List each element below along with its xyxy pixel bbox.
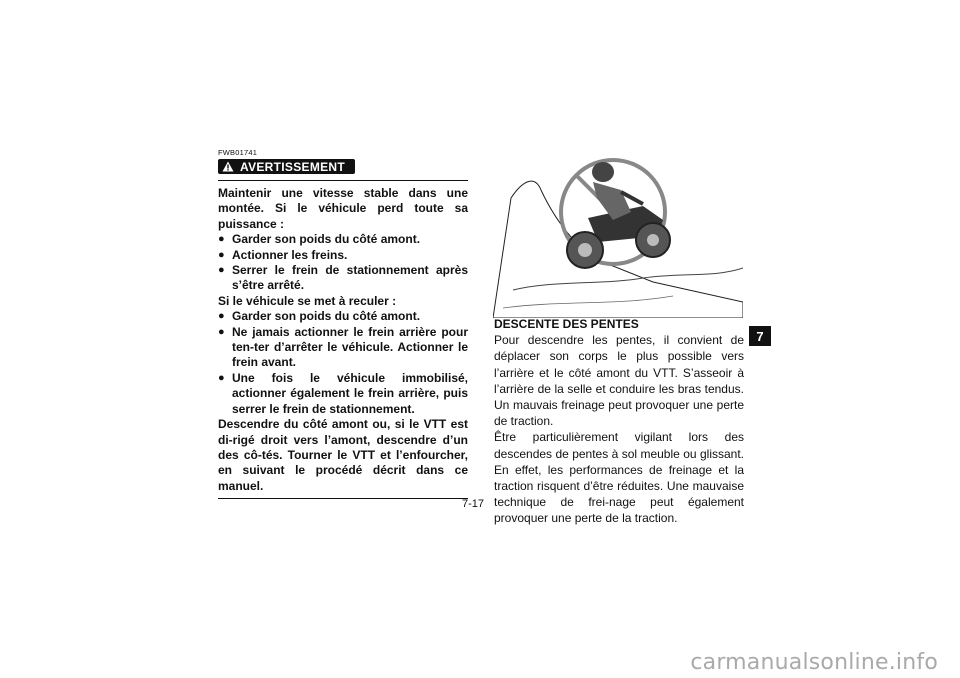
page-number: 7-17 [462,498,485,510]
warning-intro-2: Si le véhicule se met à reculer : [218,293,397,308]
warning-badge [218,159,355,174]
section-heading: DESCENTE DES PENTES [494,317,639,331]
bullet-icon: ● [218,248,225,261]
section-paragraph-1: Pour descendre les pentes, il convient de déplacer son corps le plus possible vers l’arrière et le côté amont du VTT. S’asseoir à l’arrière de la selle et conduire les bras tendus. Un mauvais freinage peut provoquer une perte de traction. [494,333,744,429]
list-item: ● Ne jamais actionner le frein arrière pour ten-ter d’arrêter le véhicule. Actionner le frein avant. [218,324,468,370]
warning-closing: Descendre du côté amont ou, si le VTT est di-rigé droit vers l’amont, descendre d’un des cô-tés. Tourner le VTT et l’enfourcher, en suivant le procédé décrit dans ce manuel. [218,417,468,493]
warning-top-rule [218,180,468,181]
warning-intro: Maintenir une vitesse stable dans une montée. Si le véhicule perd toute sa puissance : [218,186,468,231]
bullet-icon: ● [218,325,225,338]
descente-section [494,316,744,527]
prohibited-atv-illustration [493,150,743,318]
footer-watermark: carmanualsonline.info [690,650,938,675]
warning-code: FWB01741 [218,148,258,157]
list-item: ● Une fois le véhicule immobilisé, actionner également le frein arrière, puis serrer le frein de stationnement. [218,370,468,416]
bullet-icon: ● [218,264,225,277]
warning-badge-label: AVERTISSEMENT [240,159,346,174]
section-paragraph-2: Être particulièrement vigilant lors des descendes de pentes à sol meuble ou glissant. En effet, les performances de freinage et la traction risquent d’être réduites. Une mauvaise technique de frei-nage peut également provoquer une perte de la traction. [494,430,744,526]
bullet-icon: ● [218,310,225,323]
list-item: ● Garder son poids du côté amont. [218,232,421,247]
chapter-tab: 7 [749,326,771,346]
bullet-icon: ● [218,233,225,246]
list-item: ● Actionner les freins. [218,247,348,262]
warning-text [218,186,468,494]
bullet-icon: ● [218,371,225,384]
warning-block [218,148,468,499]
list-item: ● Garder son poids du côté amont. [218,309,421,324]
warning-bottom-rule [218,498,468,499]
warning-triangle-icon [222,161,234,172]
list-item: ● Serrer le frein de stationnement après s’être arrêté. [218,263,468,293]
